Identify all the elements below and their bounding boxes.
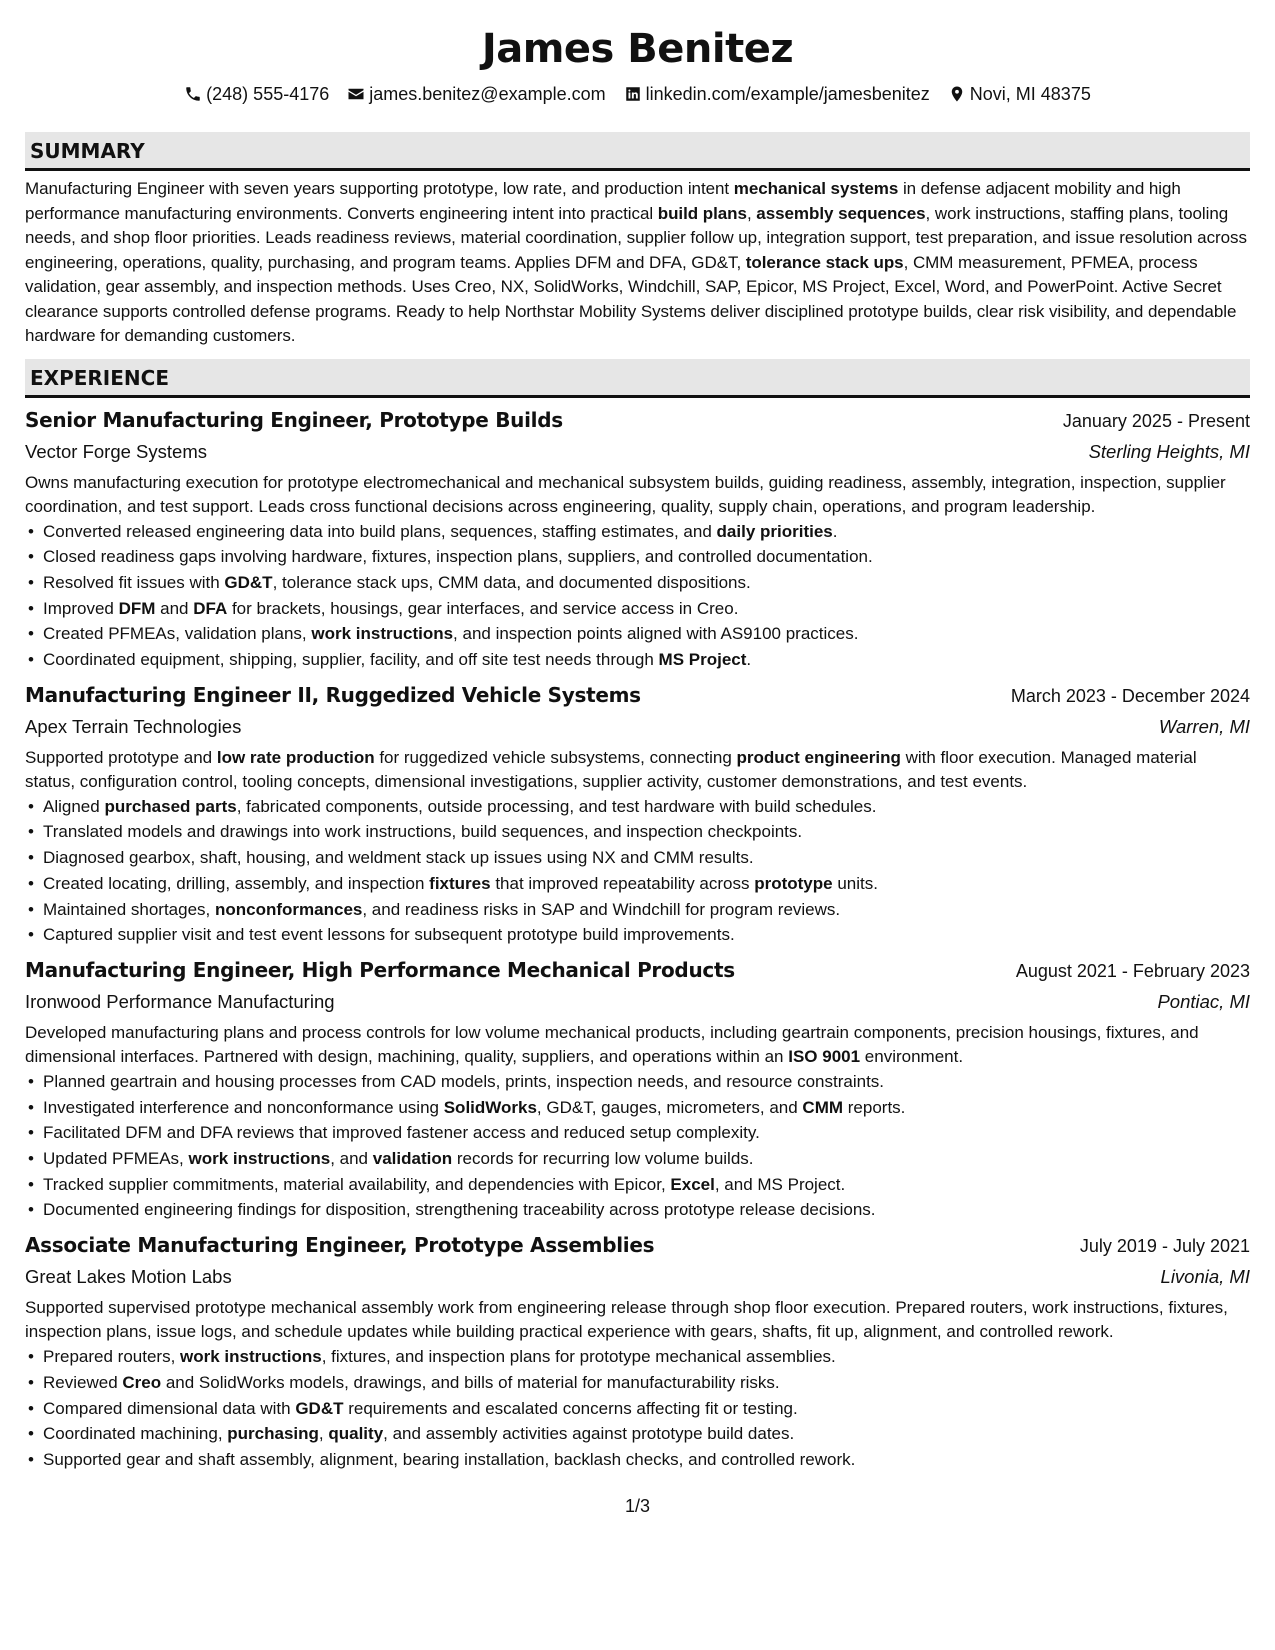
bullet-emphasis: DFA — [193, 598, 228, 618]
bullet-emphasis: nonconformances — [215, 899, 363, 919]
bullet-emphasis: purchasing — [227, 1424, 319, 1444]
summary-text: , work instructions, staffing plans, tooling needs, and shop floor priorities. Leads readiness reviews, material coordination, supplier follow up, integration support, test preparation, and issue resolution across engineering, operations, quality, purchasing, and program teams. Applies DFM and DFA, GD&T, — [25, 203, 1247, 272]
bullet-emphasis: CMM — [802, 1097, 844, 1117]
job-summary — [25, 746, 1250, 794]
bullet-emphasis: Excel — [670, 1174, 715, 1194]
job-summary-emphasis: low rate production — [216, 747, 375, 767]
email-text: james.benitez@example.com — [369, 83, 606, 104]
bullet-text: Supported gear and shaft assembly, alignment, bearing installation, backlash checks, and controlled rework. — [43, 1449, 856, 1469]
bullet-text: Tracked supplier commitments, material availability, and dependencies with Epicor, — [43, 1174, 671, 1194]
list-item — [25, 1344, 1250, 1370]
bullet-emphasis: Creo — [122, 1372, 162, 1392]
job-summary-text: Owns manufacturing execution for prototype electromechanical and mechanical subsystem builds, guiding readiness, assembly, integration, inspection, supplier coordination, and test support. Leads cross functional decisions across engineering, quality, supply chain, operations, and program leadership. — [25, 472, 1226, 516]
list-item — [25, 1172, 1250, 1198]
summary-text: in defense adjacent mobility and high performance manufacturing environments. Converts engineering intent into practical — [25, 179, 1181, 223]
bullet-text: , GD&T, gauges, micrometers, and — [536, 1097, 803, 1117]
bullet-text: Planned geartrain and housing processes from CAD models, prints, inspection needs, and resource constraints. — [43, 1071, 885, 1091]
job-dates: January 2025 - Present — [1062, 410, 1250, 431]
job-dates: March 2023 - December 2024 — [1010, 685, 1250, 706]
bullet-text: Updated PFMEAs, — [43, 1149, 189, 1169]
job-summary-emphasis: product engineering — [736, 747, 901, 767]
job-summary-emphasis: ISO 9001 — [788, 1046, 861, 1066]
list-item — [25, 519, 1250, 545]
company-name: Vector Forge Systems — [25, 440, 207, 462]
company-name: Apex Terrain Technologies — [25, 715, 242, 737]
summary-text — [25, 177, 1250, 349]
job-bullets — [25, 1344, 1250, 1473]
job-summary-text: Supported supervised prototype mechanical assembly work from engineering release through shop floor execution. Prepared routers, work instructions, fixtures, inspection plans, issue logs, and schedule updates while building practical experience with gears, shafts, fit up, alignment, and controlled rework. — [25, 1298, 1228, 1342]
bullet-text: Coordinated machining, — [43, 1424, 228, 1444]
list-item — [25, 922, 1250, 948]
job-dates: July 2019 - July 2021 — [1079, 1236, 1250, 1257]
list-item — [25, 621, 1250, 647]
bullet-text: , fixtures, and inspection plans for prototype mechanical assemblies. — [321, 1347, 836, 1367]
list-item — [25, 1095, 1250, 1121]
bullet-text: Captured supplier visit and test event lessons for subsequent prototype build improvements. — [43, 925, 735, 945]
bullet-text: and — [155, 598, 194, 618]
job-location: Warren, MI — [1158, 715, 1250, 737]
list-item — [25, 1396, 1250, 1422]
bullet-text: , fabricated components, outside processing, and test hardware with build schedules. — [236, 796, 877, 816]
bullet-text: , and inspection points aligned with AS9100 practices. — [453, 624, 859, 644]
job-title-row — [25, 679, 1250, 712]
job-summary — [25, 1296, 1250, 1344]
job-entry — [25, 679, 1250, 948]
bullet-emphasis: MS Project — [658, 650, 747, 670]
job-title: Manufacturing Engineer II, Ruggedized Vehicle Systems — [25, 682, 641, 707]
bullet-text: . — [746, 650, 752, 670]
job-location: Livonia, MI — [1160, 1266, 1250, 1288]
bullet-text: Investigated interference and nonconformance using — [43, 1097, 444, 1117]
bullet-text: reports. — [843, 1097, 906, 1117]
experience-heading: EXPERIENCE — [25, 359, 1250, 398]
bullet-text: , and MS Project. — [714, 1174, 846, 1194]
bullet-text: Resolved fit issues with — [43, 572, 225, 592]
list-item — [25, 596, 1250, 622]
bullet-emphasis: GD&T — [295, 1398, 344, 1418]
bullet-text: that improved repeatability across — [490, 873, 755, 893]
job-entry — [25, 404, 1250, 673]
contact-bar — [25, 78, 1250, 110]
linkedin-text: linkedin.com/example/jamesbenitez — [645, 83, 930, 104]
list-item — [25, 794, 1250, 820]
summary-emphasis: mechanical systems — [733, 179, 899, 198]
list-item — [25, 1069, 1250, 1095]
summary-text: , — [746, 203, 757, 223]
job-company-row — [25, 712, 1250, 742]
job-summary-text: with floor execution. Managed material status, configuration control, tooling concepts, dimensional investigations, supplier activity, customer demonstrations, and test events. — [25, 747, 1197, 791]
bullet-text: , — [318, 1424, 329, 1444]
job-company-row — [25, 987, 1250, 1017]
list-item — [25, 647, 1250, 673]
resume-page — [25, 18, 1250, 1473]
job-entry — [25, 1229, 1250, 1473]
job-bullets — [25, 519, 1250, 673]
job-summary-text: Supported prototype and — [25, 747, 217, 767]
summary-emphasis: build plans — [657, 203, 747, 223]
bullet-text: requirements and escalated concerns affecting fit or testing. — [343, 1398, 798, 1418]
bullet-text: Improved — [43, 598, 119, 618]
bullet-text: , and readiness risks in SAP and Windchill for program reviews. — [362, 899, 841, 919]
bullet-text: , and assembly activities against prototype build dates. — [383, 1424, 795, 1444]
bullet-emphasis: daily priorities — [716, 521, 833, 541]
bullet-text: Closed readiness gaps involving hardware, fixtures, inspection plans, suppliers, and controlled documentation. — [43, 547, 873, 567]
list-item — [25, 1370, 1250, 1396]
experience-list — [25, 404, 1250, 1473]
list-item — [25, 1120, 1250, 1146]
job-company-row — [25, 437, 1250, 467]
bullet-emphasis: fixtures — [429, 873, 491, 893]
list-item — [25, 1197, 1250, 1223]
bullet-text: Created PFMEAs, validation plans, — [43, 624, 312, 644]
bullet-text: and SolidWorks models, drawings, and bills of material for manufacturability risks. — [161, 1372, 780, 1392]
bullet-text: Created locating, drilling, assembly, and inspection — [43, 873, 430, 893]
bullet-text: records for recurring low volume builds. — [452, 1149, 754, 1169]
bullet-text: Coordinated equipment, shipping, supplier, facility, and off site test needs through — [43, 650, 659, 670]
job-summary-text: for ruggedized vehicle subsystems, connecting — [374, 747, 737, 767]
linkedin-icon — [624, 85, 642, 103]
job-company-row — [25, 1262, 1250, 1292]
list-item — [25, 845, 1250, 871]
job-title: Senior Manufacturing Engineer, Prototype Builds — [25, 407, 563, 432]
company-name: Great Lakes Motion Labs — [25, 1266, 232, 1288]
envelope-icon — [347, 85, 365, 103]
location-text: Novi, MI 48375 — [969, 83, 1091, 104]
job-location: Pontiac, MI — [1157, 990, 1250, 1012]
job-title: Associate Manufacturing Engineer, Prototype Assemblies — [25, 1233, 655, 1258]
list-item — [25, 897, 1250, 923]
list-item — [25, 570, 1250, 596]
bullet-text: for brackets, housings, gear interfaces, and service access in Creo. — [227, 598, 739, 618]
list-item — [25, 1421, 1250, 1447]
company-name: Ironwood Performance Manufacturing — [25, 990, 335, 1012]
bullet-emphasis: DFM — [118, 598, 156, 618]
bullet-emphasis: purchased parts — [104, 796, 237, 816]
job-summary — [25, 1021, 1250, 1069]
bullet-emphasis: work instructions — [180, 1347, 322, 1367]
contact-phone — [184, 84, 329, 105]
page-number: 1/3 — [624, 1496, 651, 1516]
summary-heading: SUMMARY — [25, 132, 1250, 171]
job-entry — [25, 954, 1250, 1223]
job-location: Sterling Heights, MI — [1088, 440, 1250, 462]
bullet-text: Aligned — [43, 796, 105, 816]
list-item — [25, 871, 1250, 897]
summary-text: Manufacturing Engineer with seven years supporting prototype, low rate, and production intent — [25, 179, 734, 198]
summary-emphasis: tolerance stack ups — [745, 252, 904, 272]
list-item — [25, 544, 1250, 570]
bullet-text: Prepared routers, — [43, 1347, 181, 1367]
job-bullets — [25, 794, 1250, 948]
job-title-row — [25, 954, 1250, 987]
bullet-text: . — [832, 521, 838, 541]
bullet-text: , and — [330, 1149, 373, 1169]
summary-emphasis: assembly sequences — [756, 203, 926, 223]
phone-icon — [184, 85, 202, 103]
bullet-emphasis: SolidWorks — [443, 1097, 537, 1117]
contact-linkedin[interactable] — [624, 84, 930, 105]
bullet-text: Diagnosed gearbox, shaft, housing, and weldment stack up issues using NX and CMM results. — [43, 848, 754, 868]
job-summary-text: environment. — [860, 1046, 964, 1066]
bullet-text: Compared dimensional data with — [43, 1398, 296, 1418]
bullet-text: Reviewed — [43, 1372, 123, 1392]
bullet-emphasis: work instructions — [311, 624, 454, 644]
bullet-emphasis: validation — [372, 1149, 453, 1169]
job-summary-text: Developed manufacturing plans and process controls for low volume mechanical products, including geartrain components, precision housings, fixtures, and dimensional interfaces. Partnered with design, machining, quality, suppliers, and operations within an — [25, 1022, 1199, 1066]
bullet-text: Facilitated DFM and DFA reviews that improved fastener access and reduced setup complexity. — [43, 1123, 760, 1143]
bullet-text: Converted released engineering data into build plans, sequences, staffing estimates, and — [43, 521, 717, 541]
bullet-text: units. — [832, 873, 878, 893]
summary-text: , CMM measurement, PFMEA, process validation, gear assembly, and inspection methods. Uses Creo, NX, SolidWorks, Windchill, SAP, Epicor, MS Project, Excel, Word, and PowerPoint. Active Secret clearance supports controlled defense programs. Ready to help Northstar Mobility Systems deliver disciplined prototype builds, clear risk visibility, and dependable hardware for demanding customers. — [25, 252, 1237, 345]
bullet-text: Maintained shortages, — [43, 899, 215, 919]
contact-location — [948, 84, 1091, 105]
job-summary — [25, 471, 1250, 519]
job-title: Manufacturing Engineer, High Performance Mechanical Products — [25, 957, 735, 982]
contact-email[interactable] — [347, 84, 605, 105]
list-item — [25, 1146, 1250, 1172]
job-title-row — [25, 404, 1250, 437]
job-title-row — [25, 1229, 1250, 1262]
candidate-name: James Benitez — [481, 26, 794, 72]
phone-text: (248) 555-4176 — [206, 83, 330, 104]
list-item — [25, 819, 1250, 845]
map-pin-icon — [948, 85, 966, 103]
bullet-text: Documented engineering findings for disposition, strengthening traceability across prototype release decisions. — [43, 1200, 876, 1220]
bullet-text: , tolerance stack ups, CMM data, and documented dispositions. — [272, 572, 751, 592]
bullet-emphasis: quality — [328, 1424, 384, 1444]
list-item — [25, 1447, 1250, 1473]
bullet-emphasis: prototype — [754, 873, 833, 893]
bullet-emphasis: work instructions — [188, 1149, 331, 1169]
job-bullets — [25, 1069, 1250, 1223]
bullet-text: Translated models and drawings into work instructions, build sequences, and inspection checkpoints. — [43, 822, 803, 842]
bullet-emphasis: GD&T — [224, 572, 273, 592]
job-dates: August 2021 - February 2023 — [1015, 960, 1250, 981]
